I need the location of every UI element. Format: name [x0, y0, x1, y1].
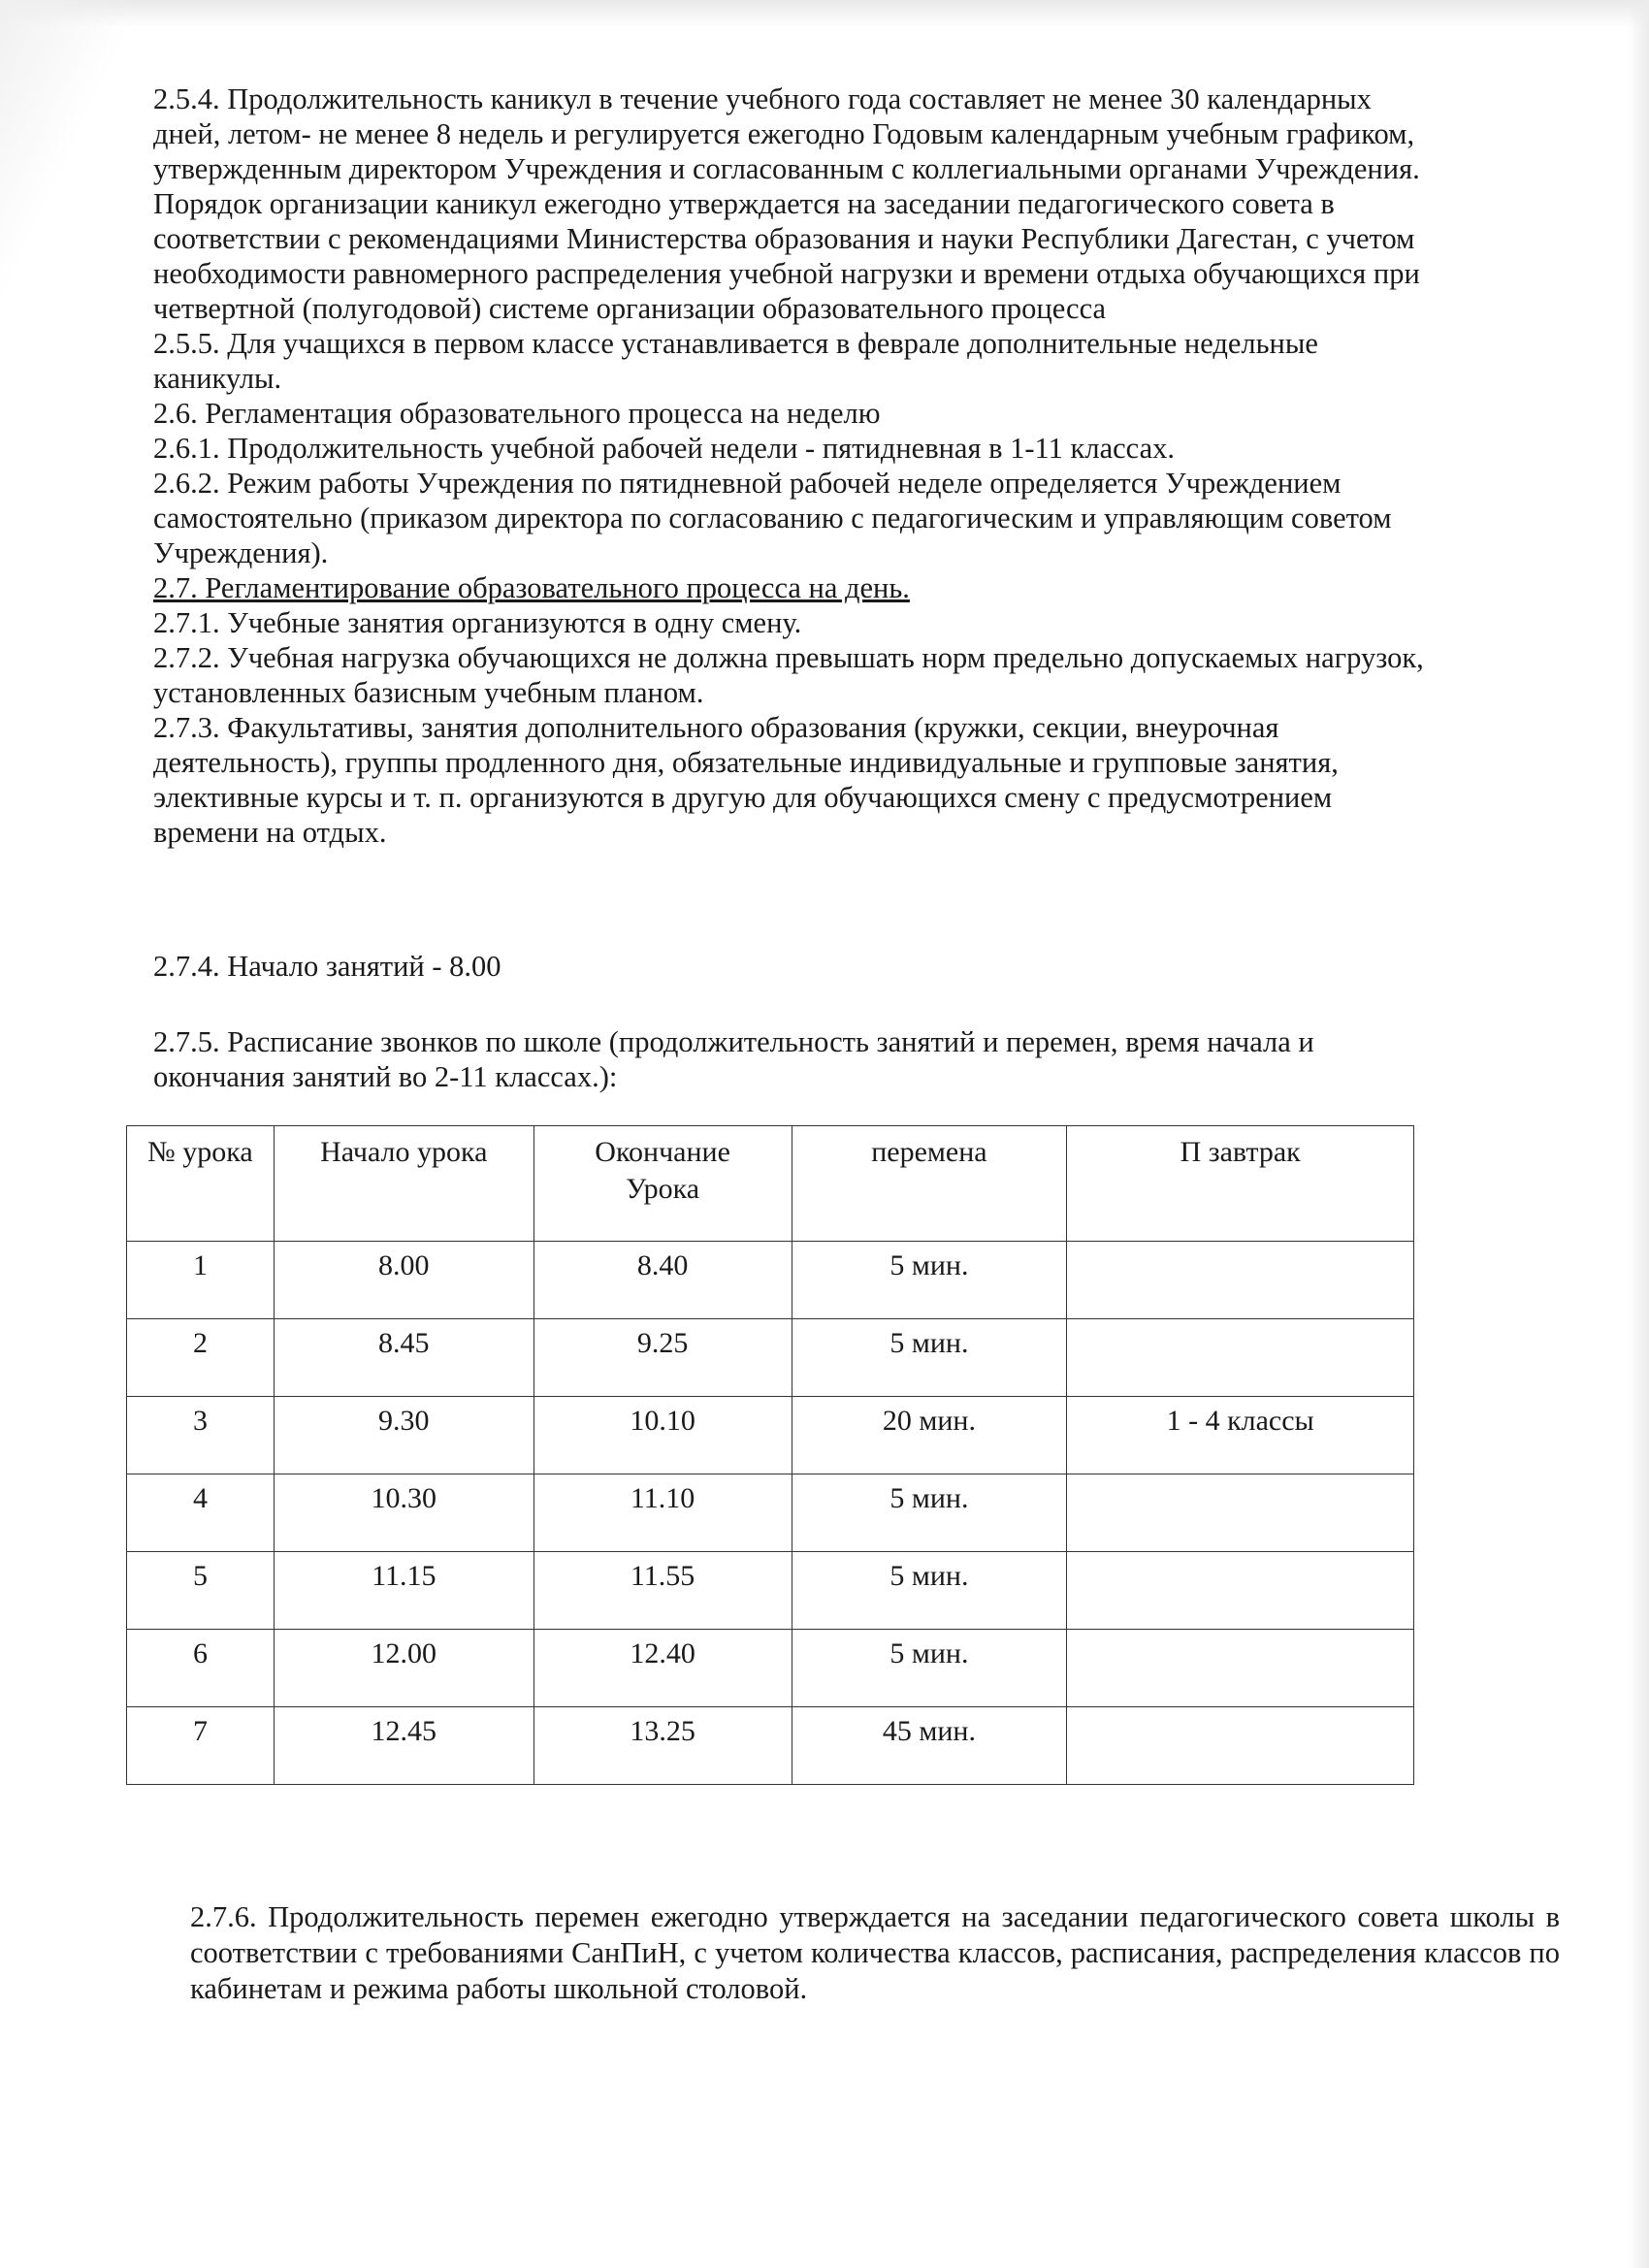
- cell-lesson-end: 12.40: [534, 1630, 792, 1707]
- text-line: 2.7.4. Начало занятий - 8.00: [153, 950, 501, 983]
- cell-lesson-number: 3: [127, 1397, 275, 1474]
- cell-lesson-start: 12.00: [274, 1630, 534, 1707]
- cell-lesson-number: 2: [127, 1319, 275, 1397]
- header-lesson-end-line1: Окончание: [595, 1136, 730, 1168]
- cell-break: 5 мин.: [792, 1630, 1067, 1707]
- cell-lesson-start: 11.15: [274, 1552, 534, 1630]
- cell-break: 20 мин.: [792, 1397, 1067, 1474]
- text-line: Учреждения).: [153, 536, 329, 569]
- text-line: 2.7.6. Продолжительность перемен ежегодно утверждается на заседании педагогического совета школы в соответствии с требованиями СанПиН, с учетом количества классов, расписания, распределения классов по кабинетам и режима работы школьной столовой.: [190, 1900, 1560, 2005]
- cell-breakfast: [1067, 1707, 1414, 1785]
- paragraph-2-7-6: [190, 1899, 1560, 2007]
- text-line: 2.5.4. Продолжительность каникул в течение учебного года составляет не менее 30 календарных: [153, 82, 1372, 115]
- text-line: 2.7.1. Учебные занятия организуются в одну смену.: [153, 606, 802, 639]
- text-line: 2.7.2. Учебная нагрузка обучающихся не должна превышать норм предельно допускаемых нагрузок,: [153, 641, 1424, 674]
- scan-shadow-right: [1628, 0, 1649, 2268]
- header-lesson-number: № урока: [127, 1126, 275, 1242]
- cell-lesson-number: 5: [127, 1552, 275, 1630]
- text-line: 2.5.5. Для учащихся в первом классе устанавливается в феврале дополнительные недельные: [153, 327, 1318, 360]
- header-break: перемена: [792, 1126, 1067, 1242]
- text-line: утвержденным директором Учреждения и согласованным с коллегиальными органами Учреждения.: [153, 152, 1420, 185]
- cell-lesson-start: 9.30: [274, 1397, 534, 1474]
- text-line: четвертной (полугодовой) системе организации образовательного процесса: [153, 292, 1107, 325]
- cell-breakfast: [1067, 1630, 1414, 1707]
- cell-break: 5 мин.: [792, 1242, 1067, 1319]
- table-header-row: [127, 1126, 1414, 1242]
- cell-break: 5 мин.: [792, 1474, 1067, 1552]
- bell-schedule-table: [126, 1125, 1414, 1785]
- text-line: 2.6. Регламентация образовательного процесса на неделю: [153, 397, 881, 430]
- cell-breakfast: 1 - 4 классы: [1067, 1397, 1414, 1474]
- cell-lesson-number: 6: [127, 1630, 275, 1707]
- text-line: необходимости равномерного распределения учебной нагрузки и времени отдыха обучающихся при: [153, 257, 1420, 290]
- cell-lesson-end: 11.10: [534, 1474, 792, 1552]
- paragraph-2-7-5: [153, 1024, 1560, 1094]
- cell-break: 5 мин.: [792, 1552, 1067, 1630]
- table-row: [127, 1319, 1414, 1397]
- document-text-top: [153, 81, 1560, 850]
- paragraph-2-7-4: [153, 949, 1560, 984]
- table-row: [127, 1474, 1414, 1552]
- table-row: [127, 1242, 1414, 1319]
- cell-lesson-number: 7: [127, 1707, 275, 1785]
- text-line: 2.7.3. Факультативы, занятия дополнительного образования (кружки, секции, внеурочная: [153, 711, 1279, 744]
- header-lesson-start: Начало урока: [274, 1126, 534, 1242]
- cell-lesson-end: 9.25: [534, 1319, 792, 1397]
- text-line: 2.6.2. Режим работы Учреждения по пятидневной рабочей неделе определяется Учреждением: [153, 467, 1342, 500]
- text-line: самостоятельно (приказом директора по согласованию с педагогическим и управляющим советом: [153, 502, 1392, 535]
- text-line: установленных базисным учебным планом.: [153, 676, 704, 709]
- table-row: [127, 1552, 1414, 1630]
- cell-breakfast: [1067, 1552, 1414, 1630]
- cell-lesson-start: 10.30: [274, 1474, 534, 1552]
- cell-lesson-end: 11.55: [534, 1552, 792, 1630]
- table-row: [127, 1707, 1414, 1785]
- text-line: каникулы.: [153, 362, 282, 395]
- table-row: [127, 1397, 1414, 1474]
- header-breakfast: П завтрак: [1067, 1126, 1414, 1242]
- cell-breakfast: [1067, 1474, 1414, 1552]
- header-lesson-end: [534, 1126, 792, 1242]
- cell-lesson-number: 1: [127, 1242, 275, 1319]
- cell-lesson-start: 8.45: [274, 1319, 534, 1397]
- cell-lesson-end: 10.10: [534, 1397, 792, 1474]
- cell-lesson-end: 8.40: [534, 1242, 792, 1319]
- text-line: дней, летом- не менее 8 недель и регулируется ежегодно Годовым календарным учебным графиком,: [153, 117, 1415, 150]
- text-line: соответствии с рекомендациями Министерства образования и науки Республики Дагестан, с учетом: [153, 222, 1415, 255]
- text-line: времени на отдых.: [153, 816, 387, 849]
- table-row: [127, 1630, 1414, 1707]
- scan-shadow-top: [0, 0, 1649, 27]
- cell-breakfast: [1067, 1242, 1414, 1319]
- text-line: элективные курсы и т. п. организуются в другую для обучающихся смену с предусмотрением: [153, 781, 1333, 814]
- text-line: Порядок организации каникул ежегодно утверждается на заседании педагогического совета в: [153, 187, 1335, 220]
- cell-lesson-start: 12.45: [274, 1707, 534, 1785]
- cell-breakfast: [1067, 1319, 1414, 1397]
- text-line: деятельность), группы продленного дня, обязательные индивидуальные и групповые занятия,: [153, 746, 1339, 779]
- text-line: 2.7.5. Расписание звонков по школе (продолжительность занятий и перемен, время начала и: [153, 1025, 1314, 1058]
- header-lesson-end-line2: Урока: [626, 1173, 700, 1205]
- cell-break: 45 мин.: [792, 1707, 1067, 1785]
- section-heading-2-7: 2.7. Регламентирование образовательного процесса на день.: [153, 571, 910, 604]
- scan-shadow-left: [0, 0, 136, 582]
- cell-lesson-number: 4: [127, 1474, 275, 1552]
- cell-lesson-end: 13.25: [534, 1707, 792, 1785]
- text-line: окончания занятий во 2-11 классах.):: [153, 1060, 618, 1093]
- cell-break: 5 мин.: [792, 1319, 1067, 1397]
- text-line: 2.6.1. Продолжительность учебной рабочей недели - пятидневная в 1-11 классах.: [153, 432, 1175, 465]
- cell-lesson-start: 8.00: [274, 1242, 534, 1319]
